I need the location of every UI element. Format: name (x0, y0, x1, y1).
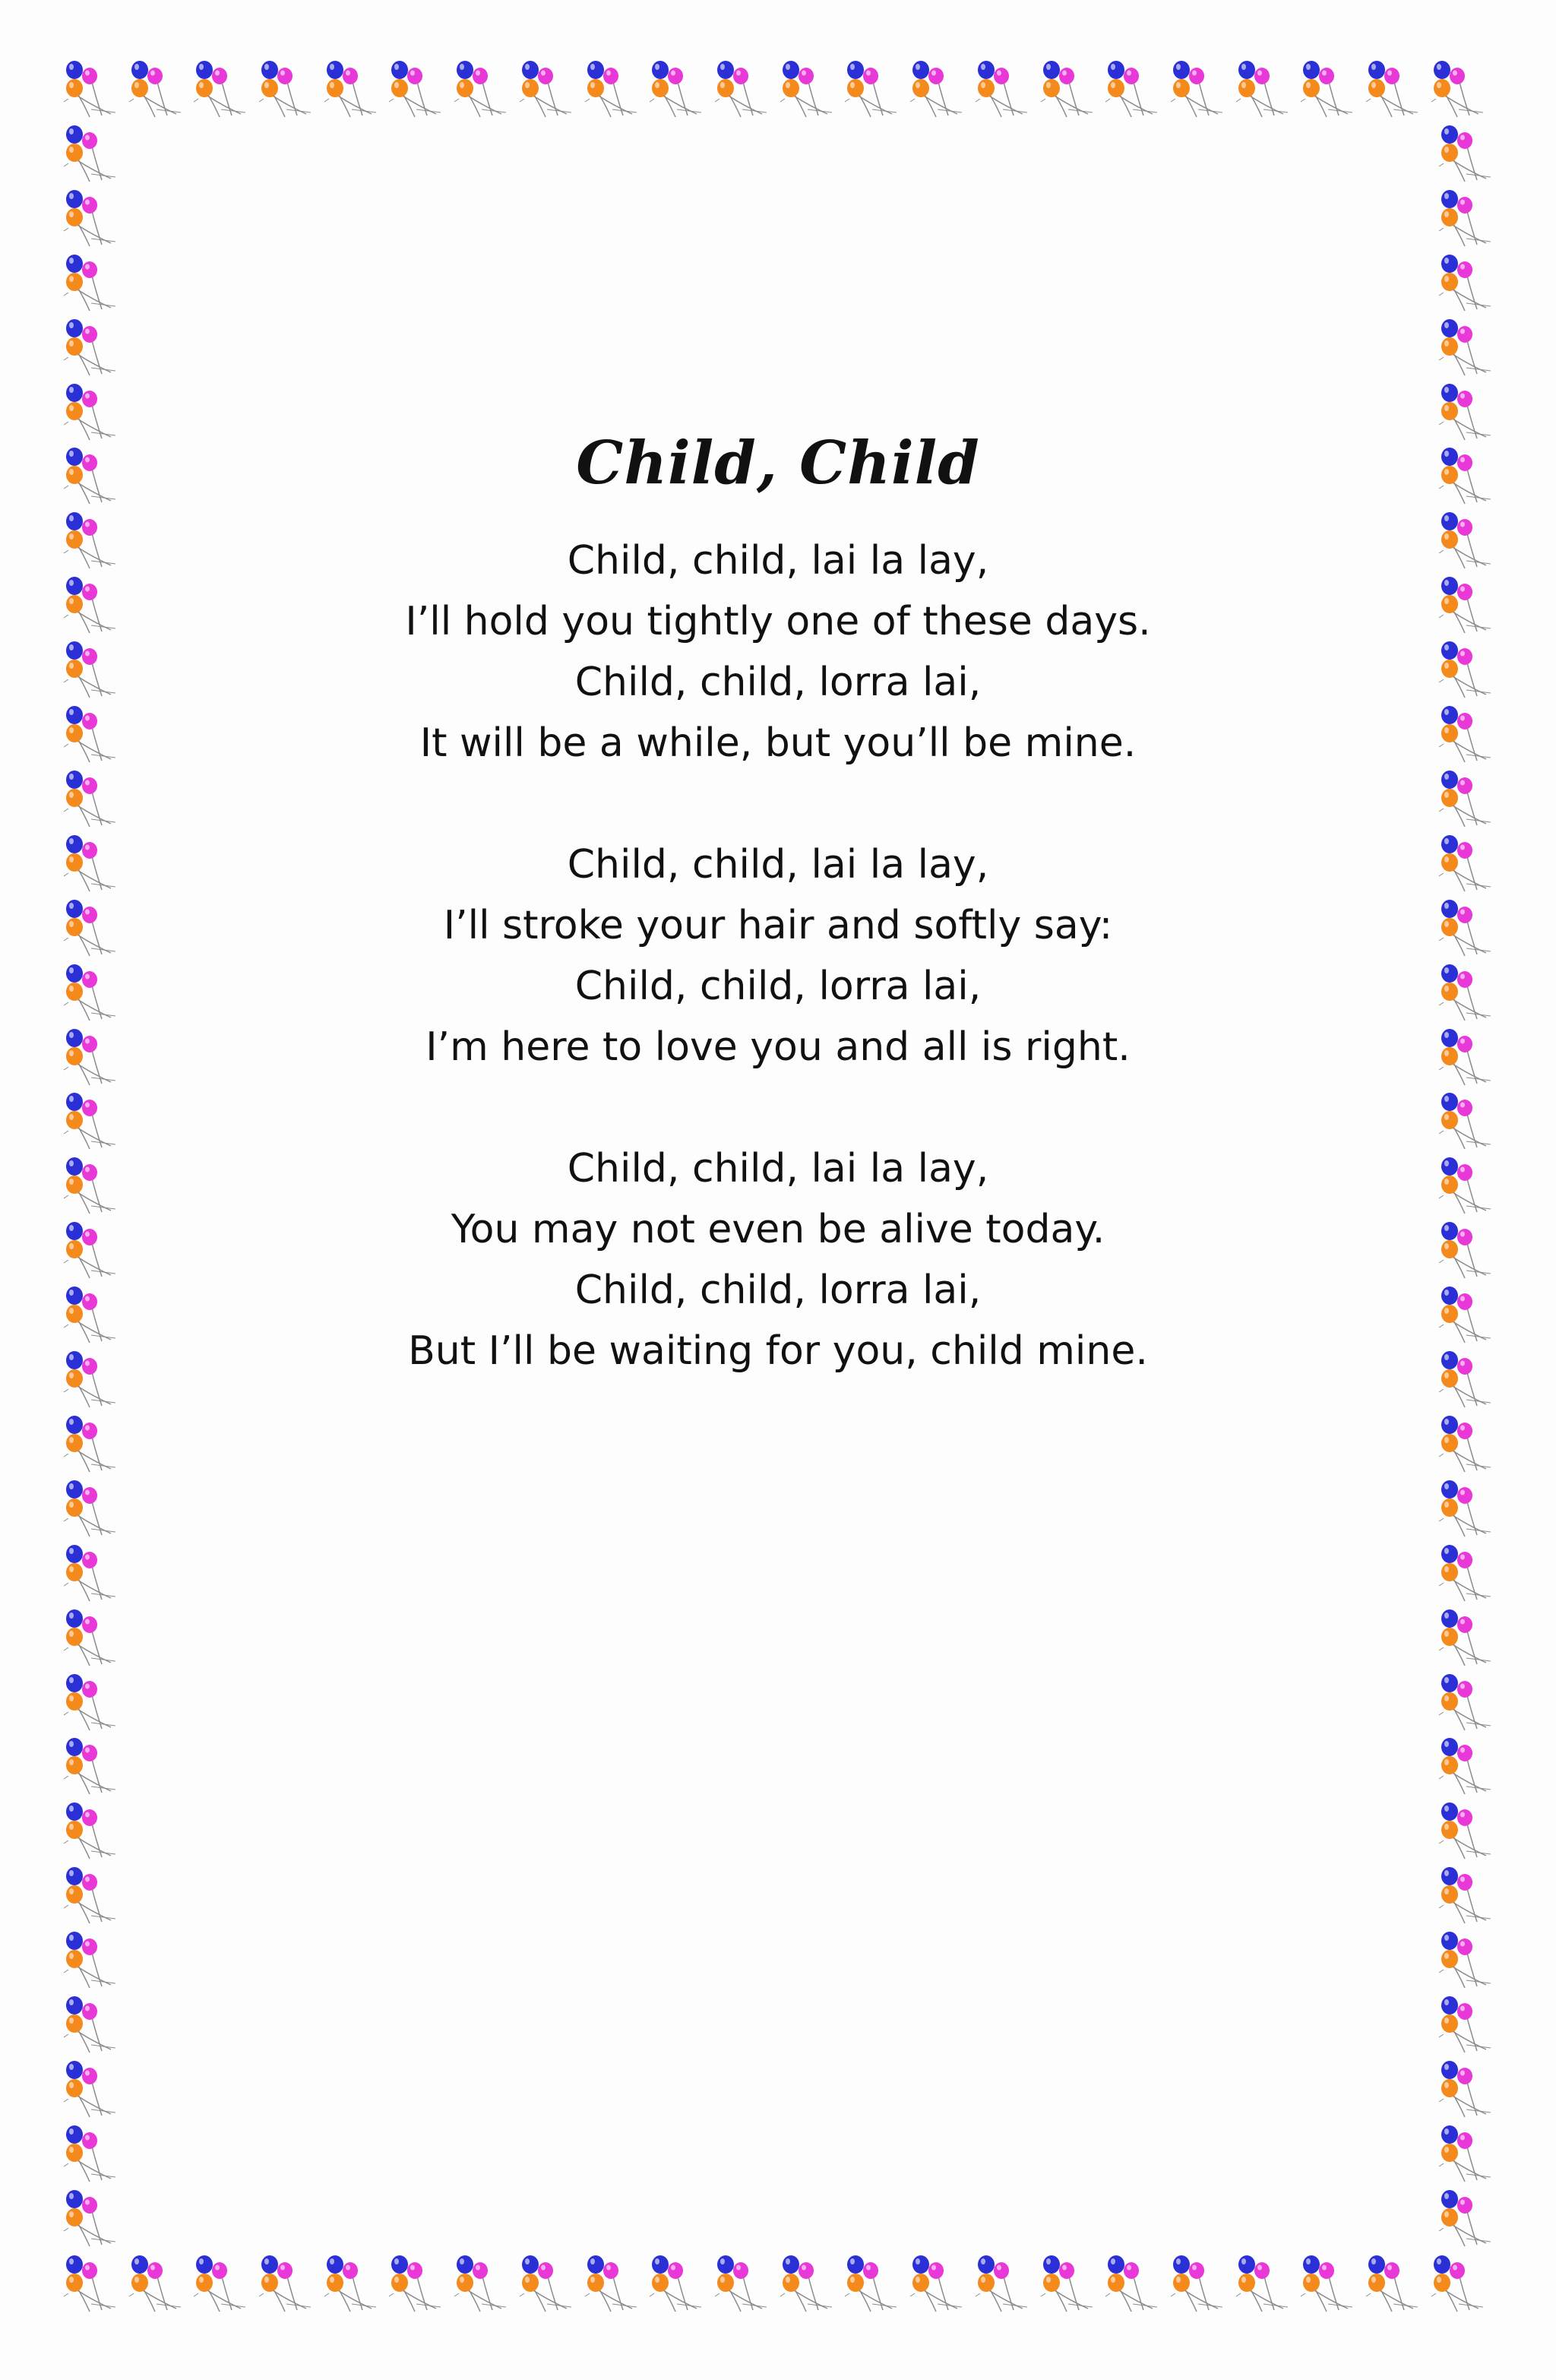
balloon-cluster-icon (61, 1543, 122, 1604)
balloon-cluster-icon (1436, 1543, 1497, 1604)
balloon-cluster-icon (712, 2254, 773, 2315)
balloon-cluster-icon (1102, 2254, 1163, 2315)
balloon-cluster-icon (1436, 2124, 1497, 2185)
balloon-cluster-icon (1428, 2254, 1489, 2315)
balloon-cluster-icon (61, 2189, 122, 2249)
balloon-cluster-icon (1168, 59, 1229, 120)
poem-line: It will be a while, but you’ll be mine. (419, 720, 1137, 766)
balloon-cluster-icon (1436, 1801, 1497, 1862)
balloon-cluster-icon (647, 2254, 707, 2315)
balloon-cluster-icon (712, 59, 773, 120)
balloon-cluster-icon (1436, 253, 1497, 314)
stanza-3 (0, 1138, 1556, 1381)
balloon-cluster-icon (451, 59, 512, 120)
balloon-cluster-icon (61, 2059, 122, 2120)
balloon-cluster-icon (1102, 59, 1163, 120)
balloon-cluster-icon (1298, 59, 1358, 120)
balloon-cluster-icon (61, 2254, 122, 2315)
balloon-cluster-icon (1233, 59, 1294, 120)
balloon-cluster-icon (61, 1608, 122, 1669)
balloon-cluster-icon (321, 2254, 382, 2315)
balloon-cluster-icon (1436, 124, 1497, 185)
balloon-cluster-icon (517, 2254, 577, 2315)
poem-line: I’ll stroke your hair and softly say: (443, 903, 1113, 948)
balloon-cluster-icon (191, 2254, 251, 2315)
balloon-cluster-icon (1436, 1930, 1497, 1991)
stanza-2 (0, 834, 1556, 1078)
balloon-cluster-icon (321, 59, 382, 120)
balloon-cluster-icon (451, 2254, 512, 2315)
poem-line: But I’ll be waiting for you, child mine. (408, 1328, 1148, 1374)
balloon-cluster-icon (61, 1673, 122, 1733)
poem-line: I’ll hold you tightly one of these days. (405, 599, 1151, 644)
poem-line: Child, child, lorra lai, (574, 1268, 982, 1313)
poem-line: Child, child, lorra lai, (574, 660, 982, 705)
balloon-cluster-icon (256, 2254, 317, 2315)
balloon-cluster-icon (907, 59, 968, 120)
balloon-cluster-icon (647, 59, 707, 120)
stanza-1 (0, 530, 1556, 774)
poem (0, 426, 1556, 1442)
balloon-cluster-icon (126, 59, 187, 120)
poem-line: You may not even be alive today. (451, 1207, 1105, 1252)
balloon-cluster-icon (1233, 2254, 1294, 2315)
balloon-cluster-icon (61, 318, 122, 378)
balloon-cluster-icon (1298, 2254, 1358, 2315)
balloon-cluster-icon (61, 124, 122, 185)
balloon-cluster-icon (1038, 59, 1099, 120)
balloon-cluster-icon (191, 59, 251, 120)
balloon-cluster-icon (61, 1995, 122, 2056)
balloon-cluster-icon (517, 59, 577, 120)
balloon-cluster-icon (777, 2254, 838, 2315)
balloon-cluster-icon (61, 1930, 122, 1991)
balloon-cluster-icon (1168, 2254, 1229, 2315)
balloon-cluster-icon (61, 188, 122, 249)
balloon-cluster-icon (1038, 2254, 1099, 2315)
balloon-cluster-icon (1363, 59, 1424, 120)
balloon-cluster-icon (61, 59, 122, 120)
balloon-cluster-icon (386, 59, 447, 120)
balloon-cluster-icon (907, 2254, 968, 2315)
balloon-cluster-icon (61, 1479, 122, 1540)
balloon-cluster-icon (61, 253, 122, 314)
balloon-cluster-icon (1436, 1608, 1497, 1669)
balloon-cluster-icon (61, 1801, 122, 1862)
poem-line: Child, child, lai la lay, (567, 842, 989, 888)
balloon-cluster-icon (1436, 188, 1497, 249)
balloon-cluster-icon (1436, 1736, 1497, 1797)
balloon-cluster-icon (1436, 2189, 1497, 2249)
balloon-cluster-icon (126, 2254, 187, 2315)
balloon-cluster-icon (1436, 1995, 1497, 2056)
balloon-cluster-icon (61, 1736, 122, 1797)
poem-line: Child, child, lorra lai, (574, 964, 982, 1009)
poem-line: Child, child, lai la lay, (567, 1146, 989, 1192)
balloon-cluster-icon (61, 1866, 122, 1926)
balloon-cluster-icon (1436, 1866, 1497, 1926)
balloon-cluster-icon (972, 2254, 1033, 2315)
balloon-cluster-icon (61, 2124, 122, 2185)
balloon-cluster-icon (256, 59, 317, 120)
poem-line: I’m here to love you and all is right. (425, 1024, 1131, 1070)
balloon-cluster-icon (1436, 1479, 1497, 1540)
balloon-cluster-icon (1436, 1673, 1497, 1733)
balloon-cluster-icon (1436, 2059, 1497, 2120)
balloon-cluster-icon (1428, 59, 1489, 120)
balloon-cluster-icon (582, 59, 643, 120)
balloon-cluster-icon (777, 59, 838, 120)
poem-title: Child, Child (576, 429, 980, 498)
balloon-cluster-icon (1363, 2254, 1424, 2315)
balloon-cluster-icon (386, 2254, 447, 2315)
balloon-cluster-icon (582, 2254, 643, 2315)
balloon-cluster-icon (842, 2254, 903, 2315)
balloon-cluster-icon (972, 59, 1033, 120)
balloon-cluster-icon (842, 59, 903, 120)
poem-line: Child, child, lai la lay, (567, 538, 989, 584)
balloon-cluster-icon (1436, 318, 1497, 378)
